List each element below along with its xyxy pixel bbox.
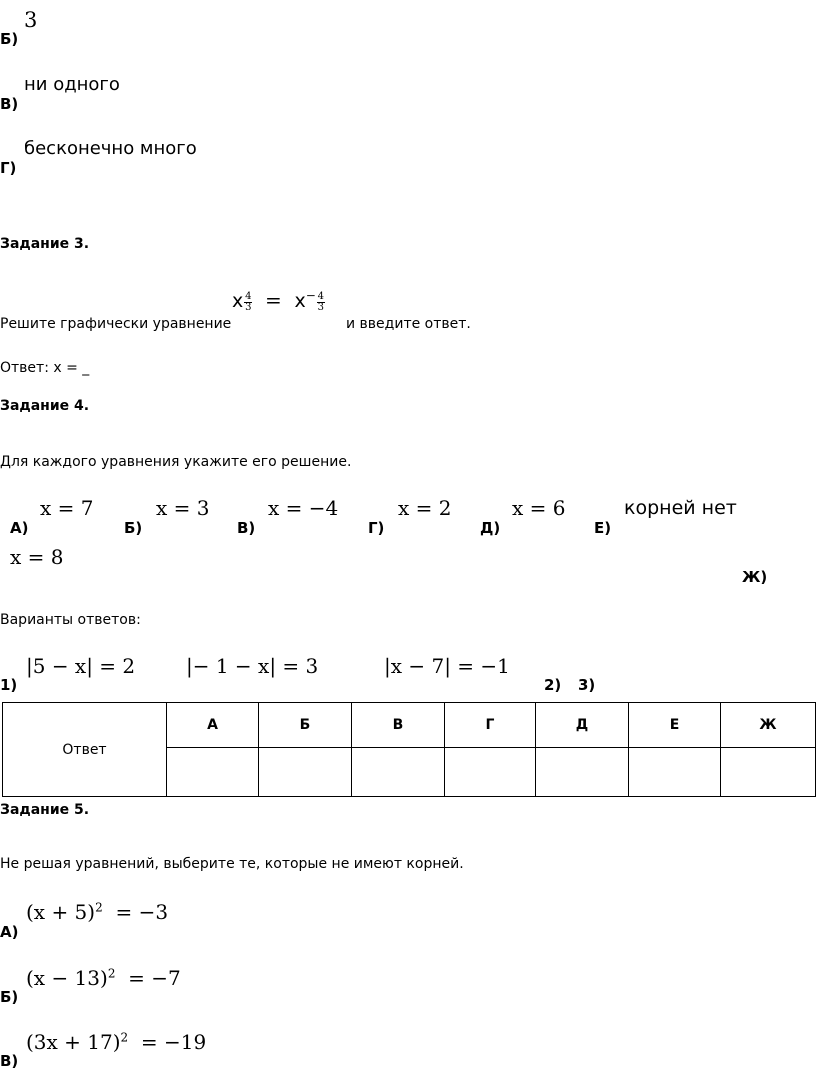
exponent-fraction [244, 292, 252, 313]
rhs: = −7 [128, 966, 181, 990]
option-letter: А) [0, 923, 19, 941]
answer-cell-v[interactable] [352, 748, 445, 797]
item-letter: Б) [124, 519, 143, 537]
table-header-cell: Д [536, 703, 629, 748]
option-value: 3 [24, 8, 38, 32]
task-title: Задание 3. [0, 236, 90, 252]
answer-table [2, 702, 816, 797]
item-expression: x = 2 [398, 496, 452, 520]
option-expression [26, 900, 168, 924]
task-prompt: Для каждого уравнения укажите его решение. [0, 454, 352, 470]
denominator: 3 [245, 302, 252, 314]
answer-cell-b[interactable] [259, 748, 352, 797]
table-header-row [3, 703, 816, 748]
variant-number: 1) [0, 676, 18, 694]
item-expression: x = −4 [268, 496, 339, 520]
option-letter: В) [0, 95, 19, 113]
task-prompt-tail: и введите ответ. [346, 316, 471, 332]
answer-cell-zh[interactable] [721, 748, 816, 797]
item-expression: x = 7 [40, 496, 94, 520]
table-header-cell: Ж [721, 703, 816, 748]
task-prompt: Решите графически уравнение [0, 316, 232, 332]
item-letter: А) [10, 519, 29, 537]
table-header-cell: А [167, 703, 259, 748]
variant-number: 3) [578, 676, 596, 694]
task-title: Задание 4. [0, 398, 90, 414]
task-title: Задание 5. [0, 802, 90, 818]
table-row-label: Ответ [3, 703, 167, 797]
denominator: 3 [317, 302, 324, 314]
option-value: бесконечно много [24, 138, 197, 159]
base: (x + 5) [26, 900, 96, 924]
variant-expression: |x − 7| = −1 [384, 654, 510, 678]
variable: x [294, 290, 306, 312]
variant-expression: |− 1 − x| = 3 [186, 654, 319, 678]
answer-cell-e[interactable] [629, 748, 721, 797]
power: 2 [95, 900, 103, 915]
table-header-cell: Е [629, 703, 721, 748]
option-value: ни одного [24, 74, 120, 95]
rhs: = −19 [140, 1030, 207, 1054]
variants-label: Варианты ответов: [0, 612, 141, 628]
option-letter: Б) [0, 30, 19, 48]
item-expression: x = 8 [10, 545, 64, 569]
numerator: 4 [245, 291, 252, 303]
item-letter: Ж) [742, 568, 768, 586]
power: 2 [107, 966, 116, 981]
item-expression: корней нет [624, 497, 737, 519]
item-letter: Д) [480, 519, 501, 537]
option-letter: В) [0, 1052, 19, 1070]
item-expression: x = 3 [156, 496, 210, 520]
item-letter: Г) [368, 519, 385, 537]
table-header-cell: Г [445, 703, 536, 748]
base: (x − 13) [26, 966, 108, 990]
exponent-sign: − [305, 288, 316, 303]
answer-cell-d[interactable] [536, 748, 629, 797]
item-expression: x = 6 [512, 496, 566, 520]
item-letter: Е) [594, 519, 612, 537]
item-letter: В) [237, 519, 256, 537]
power: 2 [120, 1030, 129, 1045]
exponent-fraction [317, 292, 325, 313]
numerator: 4 [317, 291, 324, 303]
table-header-cell: Б [259, 703, 352, 748]
option-expression [26, 966, 181, 990]
table-header-cell: В [352, 703, 445, 748]
variable: x [232, 290, 244, 312]
answer-label: Ответ: x = _ [0, 360, 90, 376]
option-letter: Б) [0, 988, 19, 1006]
answer-cell-a[interactable] [167, 748, 259, 797]
equals-sign: = [264, 288, 282, 312]
base: (3x + 17) [26, 1030, 121, 1054]
option-letter: Г) [0, 159, 17, 177]
equation [232, 288, 325, 313]
option-expression [26, 1030, 206, 1054]
answer-cell-g[interactable] [445, 748, 536, 797]
task-prompt: Не решая уравнений, выберите те, которые не имеют корней. [0, 856, 464, 872]
variant-number: 2) [544, 676, 562, 694]
rhs: = −3 [115, 900, 169, 924]
variant-expression: |5 − x| = 2 [26, 654, 136, 678]
